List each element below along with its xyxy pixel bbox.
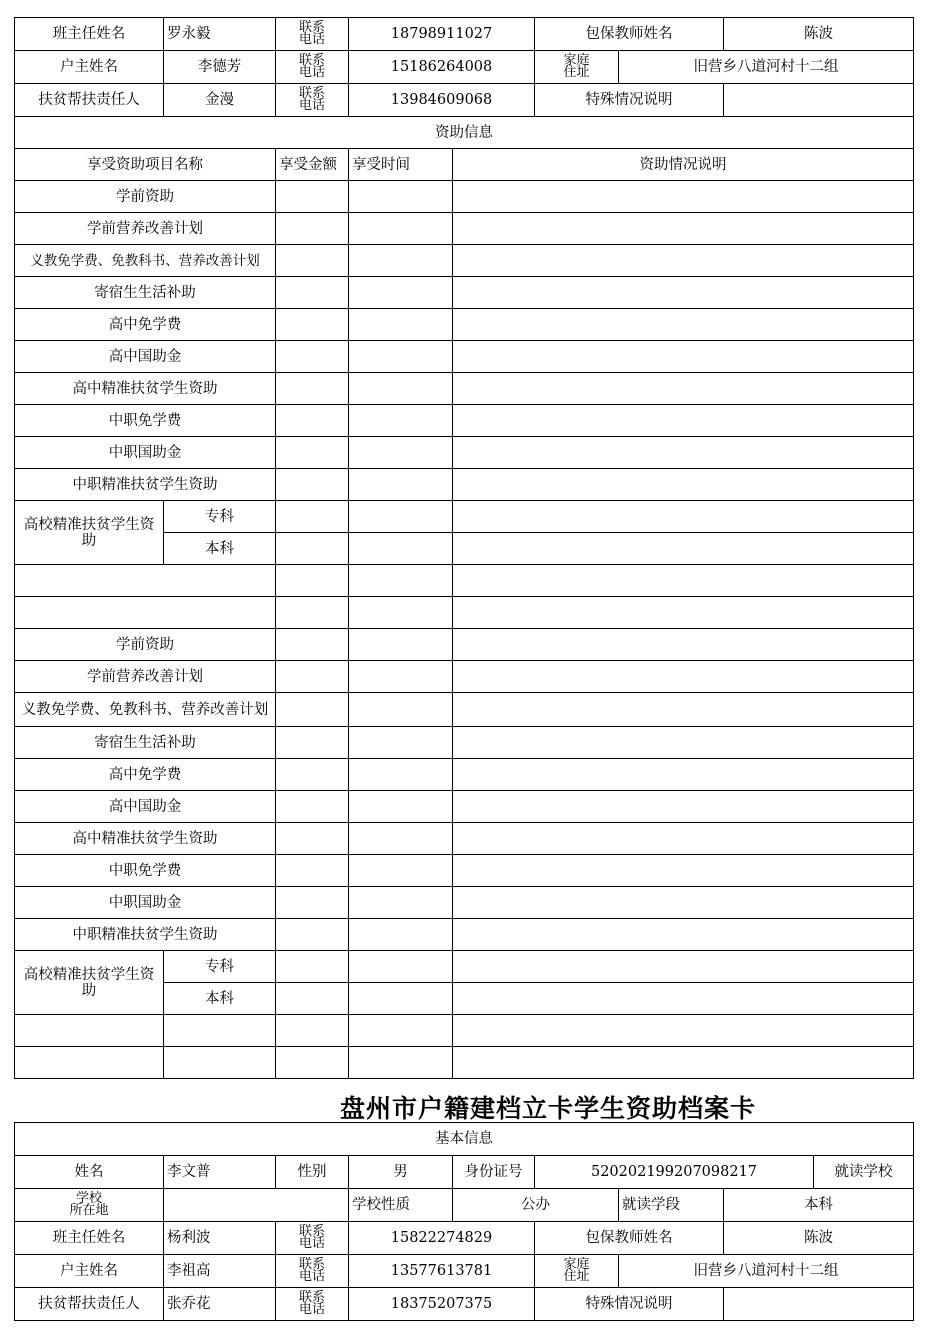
aid-item-name-header: 享受资助项目名称: [15, 149, 276, 181]
college-aid-label: 高校精准扶贫学生资助: [15, 951, 164, 1015]
school-stage-label: 就读学段: [619, 1189, 724, 1222]
head-teacher-value: 罗永毅: [164, 18, 276, 51]
table-row: [15, 951, 914, 983]
table-row: [15, 629, 914, 661]
table-row: [15, 277, 914, 309]
school-label: 就读学校: [814, 1156, 914, 1189]
college-sub-zhuanke: 专科: [164, 951, 276, 983]
aid-item: 高中免学费: [15, 309, 276, 341]
table-row: [15, 1047, 914, 1079]
aid-item: 学前营养改善计划: [15, 213, 276, 245]
aid-info-header: 资助信息: [15, 117, 914, 149]
address-label: 家庭 住址: [535, 51, 619, 84]
table-row: [15, 759, 914, 791]
table-row: [15, 501, 914, 533]
poverty-responsible-label: 扶贫帮扶责任人: [15, 84, 164, 117]
guarantee-teacher-value: 陈波: [724, 1222, 914, 1255]
special-note-value: [724, 84, 914, 117]
head-teacher-value: 杨利波: [164, 1222, 276, 1255]
address-label: 家庭 住址: [535, 1255, 619, 1288]
name-value: 李文普: [164, 1156, 276, 1189]
college-sub-benke: 本科: [164, 983, 276, 1015]
table-row: [15, 469, 914, 501]
table-row: [15, 341, 914, 373]
aid-item: 中职国助金: [15, 887, 276, 919]
college-aid-label: 高校精准扶贫学生资助: [15, 501, 164, 565]
head-teacher-phone: 18798911027: [349, 18, 535, 51]
aid-item: 高中免学费: [15, 759, 276, 791]
table-row: [15, 919, 914, 951]
table-row: [15, 181, 914, 213]
id-number-value: 520202199207098217: [535, 1156, 814, 1189]
phone-label: 联系 电话: [276, 1222, 349, 1255]
phone-label: 联系 电话: [276, 51, 349, 84]
aid-item: 寄宿生生活补助: [15, 727, 276, 759]
phone-label: 联系 电话: [276, 1255, 349, 1288]
college-sub-benke: 本科: [164, 533, 276, 565]
table-row: [15, 309, 914, 341]
aid-time-header: 享受时间: [349, 149, 453, 181]
householder-label: 户主姓名: [15, 1255, 164, 1288]
aid-item: 学前资助: [15, 629, 276, 661]
address-value: 旧营乡八道河村十二组: [619, 51, 914, 84]
table-row: [15, 823, 914, 855]
gender-value: 男: [349, 1156, 453, 1189]
table-row: [15, 597, 914, 629]
head-teacher-label: 班主任姓名: [15, 1222, 164, 1255]
table-row: [15, 693, 914, 727]
aid-item: 学前资助: [15, 181, 276, 213]
householder-label: 户主姓名: [15, 51, 164, 84]
aid-item: 寄宿生生活补助: [15, 277, 276, 309]
aid-desc-header: 资助情况说明: [453, 149, 914, 181]
head-teacher-phone: 15822274829: [349, 1222, 535, 1255]
head-teacher-label: 班主任姓名: [15, 18, 164, 51]
table-row: [15, 887, 914, 919]
aid-item: 学前营养改善计划: [15, 661, 276, 693]
table-row: [15, 661, 914, 693]
table-row: [15, 1015, 914, 1047]
poverty-phone: 18375207375: [349, 1288, 535, 1321]
poverty-responsible-label: 扶贫帮扶责任人: [15, 1288, 164, 1321]
aid-item: 义教免学费、免教科书、营养改善计划: [15, 693, 276, 727]
guarantee-teacher-value: 陈波: [724, 18, 914, 51]
aid-item: 高中国助金: [15, 341, 276, 373]
school-type-value: 公办: [453, 1189, 619, 1222]
guarantee-teacher-label: 包保教师姓名: [535, 18, 724, 51]
aid-record-table-2: [14, 1122, 914, 1321]
aid-item: 中职免学费: [15, 855, 276, 887]
guarantee-teacher-label: 包保教师姓名: [535, 1222, 724, 1255]
aid-item: 高中精准扶贫学生资助: [15, 823, 276, 855]
aid-item: 中职国助金: [15, 437, 276, 469]
phone-label: 联系 电话: [276, 1288, 349, 1321]
aid-item: 义教免学费、免教科书、营养改善计划: [15, 245, 276, 277]
aid-item: 中职精准扶贫学生资助: [15, 919, 276, 951]
page-title: 盘州市户籍建档立卡学生资助档案卡: [340, 1094, 757, 1123]
college-sub-zhuanke: 专科: [164, 501, 276, 533]
aid-item: 中职免学费: [15, 405, 276, 437]
table-row: [15, 373, 914, 405]
phone-label: 联系 电话: [276, 84, 349, 117]
householder-phone: 13577613781: [349, 1255, 535, 1288]
table-row: [15, 213, 914, 245]
table-row: [15, 437, 914, 469]
table-row: [15, 565, 914, 597]
name-label: 姓名: [15, 1156, 164, 1189]
aid-record-table-1: [14, 17, 914, 1079]
address-value: 旧营乡八道河村十二组: [619, 1255, 914, 1288]
table-row: [15, 727, 914, 759]
special-note-label: 特殊情况说明: [535, 1288, 724, 1321]
aid-item: 高中国助金: [15, 791, 276, 823]
special-note-label: 特殊情况说明: [535, 84, 724, 117]
table-row: [15, 791, 914, 823]
id-number-label: 身份证号: [453, 1156, 535, 1189]
phone-label: 联系 电话: [276, 18, 349, 51]
school-stage-value: 本科: [724, 1189, 914, 1222]
special-note-value: [724, 1288, 914, 1321]
gender-label: 性别: [276, 1156, 349, 1189]
poverty-responsible-value: 金漫: [164, 84, 276, 117]
aid-item: 高中精准扶贫学生资助: [15, 373, 276, 405]
householder-phone: 15186264008: [349, 51, 535, 84]
householder-value: 李祖高: [164, 1255, 276, 1288]
householder-value: 李德芳: [164, 51, 276, 84]
poverty-phone: 13984609068: [349, 84, 535, 117]
school-location-label: 学校 所在地: [15, 1189, 164, 1222]
aid-item: 中职精准扶贫学生资助: [15, 469, 276, 501]
aid-amount-header: 享受金额: [276, 149, 349, 181]
poverty-responsible-value: 张乔花: [164, 1288, 276, 1321]
table-row: [15, 245, 914, 277]
basic-info-header: 基本信息: [15, 1123, 914, 1156]
school-type-label: 学校性质: [349, 1189, 453, 1222]
table-row: [15, 405, 914, 437]
school-location-value: [164, 1189, 349, 1222]
table-row: [15, 855, 914, 887]
